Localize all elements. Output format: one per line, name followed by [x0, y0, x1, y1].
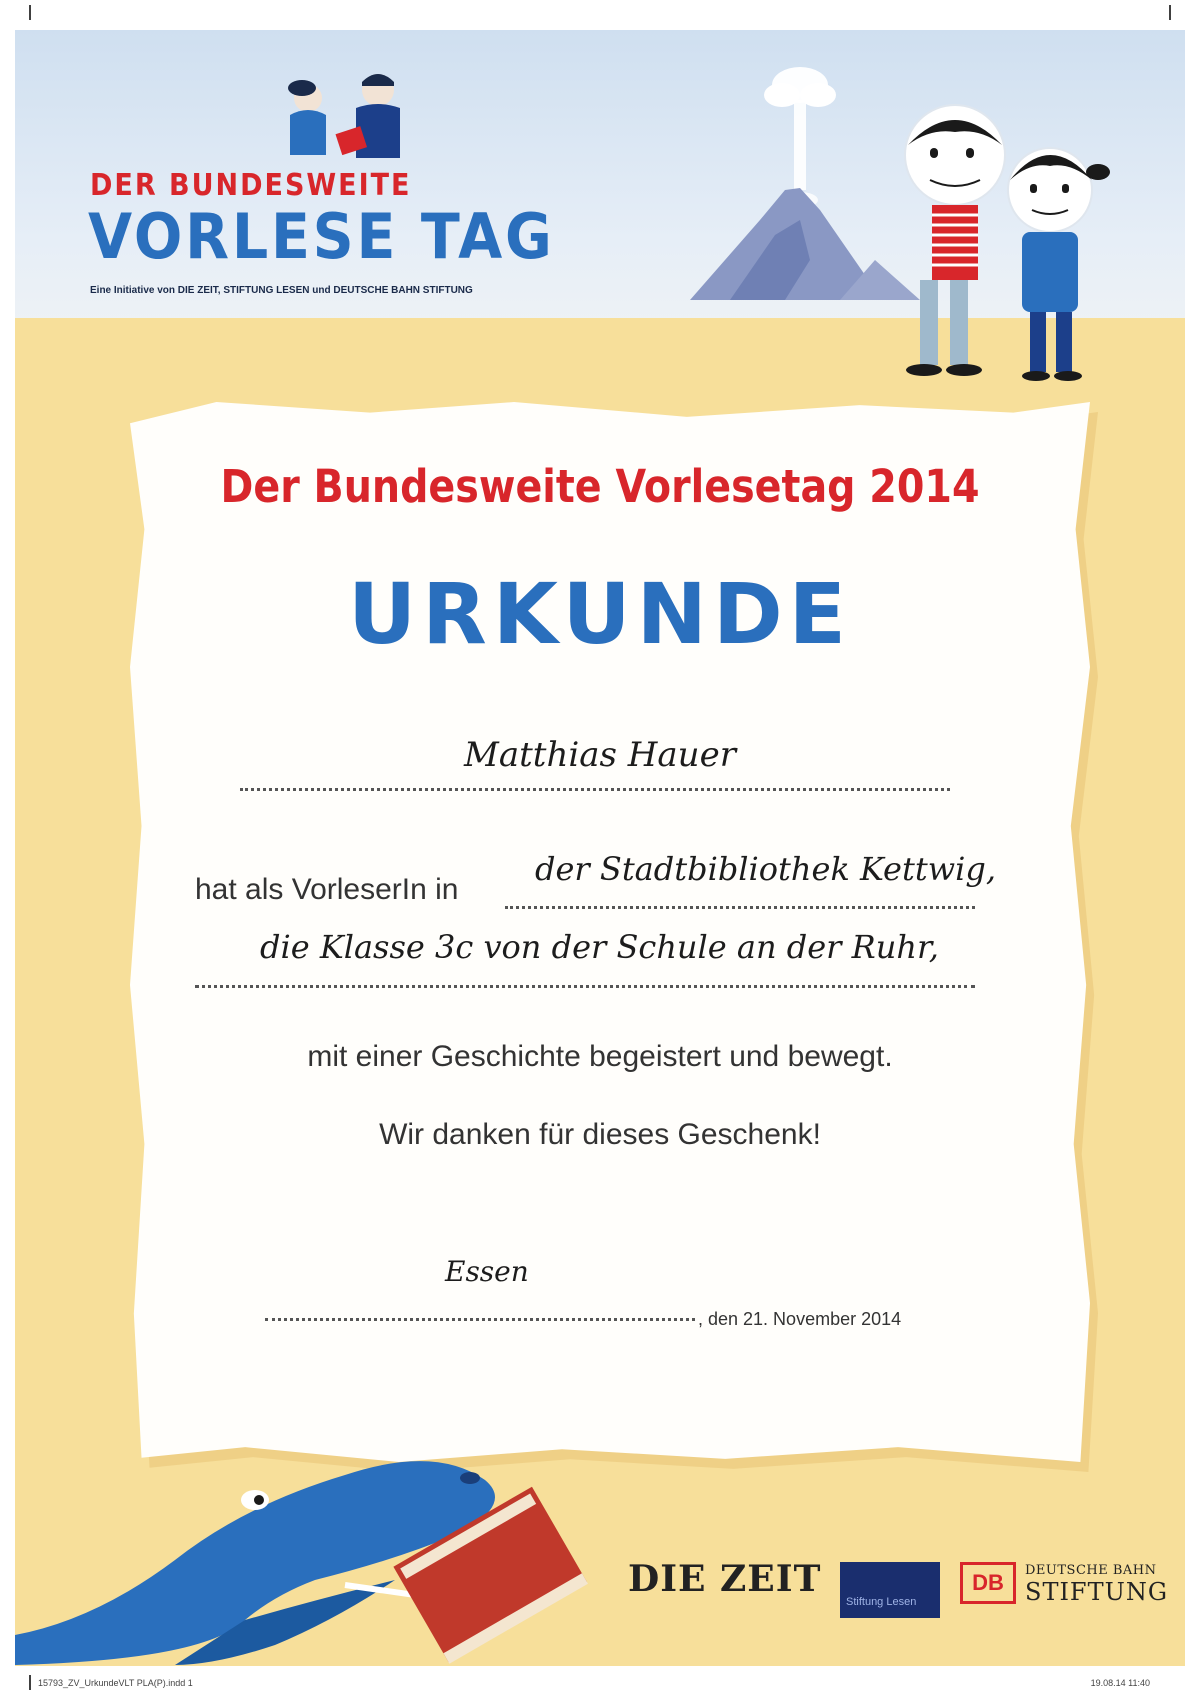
- stiftung-lesen-logo: [840, 1562, 940, 1618]
- city-dotted-line: [265, 1318, 695, 1321]
- event-title: Der Bundesweite Vorlesetag 2014: [220, 460, 980, 513]
- thanks-line: Wir danken für dieses Geschenk!: [379, 1118, 821, 1151]
- place-dotted-line: [505, 906, 975, 909]
- as-reader-label: hat als VorleserIn in: [195, 873, 459, 906]
- certificate-heading: URKUNDE: [347, 565, 853, 663]
- logo-line1: DER BUNDESWEITE: [90, 168, 412, 203]
- stiftung-lesen-label: Stiftung Lesen: [846, 1596, 917, 1608]
- db-stiftung: STIFTUNG: [1025, 1578, 1168, 1606]
- db-name: DEUTSCHE BAHN: [1025, 1563, 1157, 1578]
- place-text: der Stadtbibliothek Kettwig,: [535, 850, 996, 888]
- audience-dotted-line: [195, 985, 975, 988]
- print-mark-right: 19.08.14 11:40: [1090, 1678, 1150, 1688]
- crocodile-book-illustration: [15, 1420, 615, 1680]
- zeit-logo: DIE ZEIT: [628, 1558, 822, 1600]
- logo-reader-figures: [270, 70, 430, 180]
- kids-illustration: [880, 110, 1140, 410]
- recipient-name: Matthias Hauer: [464, 735, 736, 775]
- audience-text: die Klasse 3c von der Schule an der Ruhr,: [260, 928, 939, 966]
- city-text: Essen: [445, 1255, 529, 1288]
- db-logo: DB: [960, 1562, 1016, 1604]
- story-line: mit einer Geschichte begeistert und bewegt.: [307, 1040, 893, 1073]
- logo-line2: VORLESE TAG: [88, 200, 555, 273]
- date-text: , den 21. November 2014: [698, 1309, 902, 1329]
- logo-subline: Eine Initiative von DIE ZEIT, STIFTUNG LESEN und DEUTSCHE BAHN STIFTUNG: [90, 285, 473, 296]
- print-mark-left: 15793_ZV_UrkundeVLT PLA(P).indd 1: [38, 1678, 193, 1688]
- name-dotted-line: [240, 788, 950, 791]
